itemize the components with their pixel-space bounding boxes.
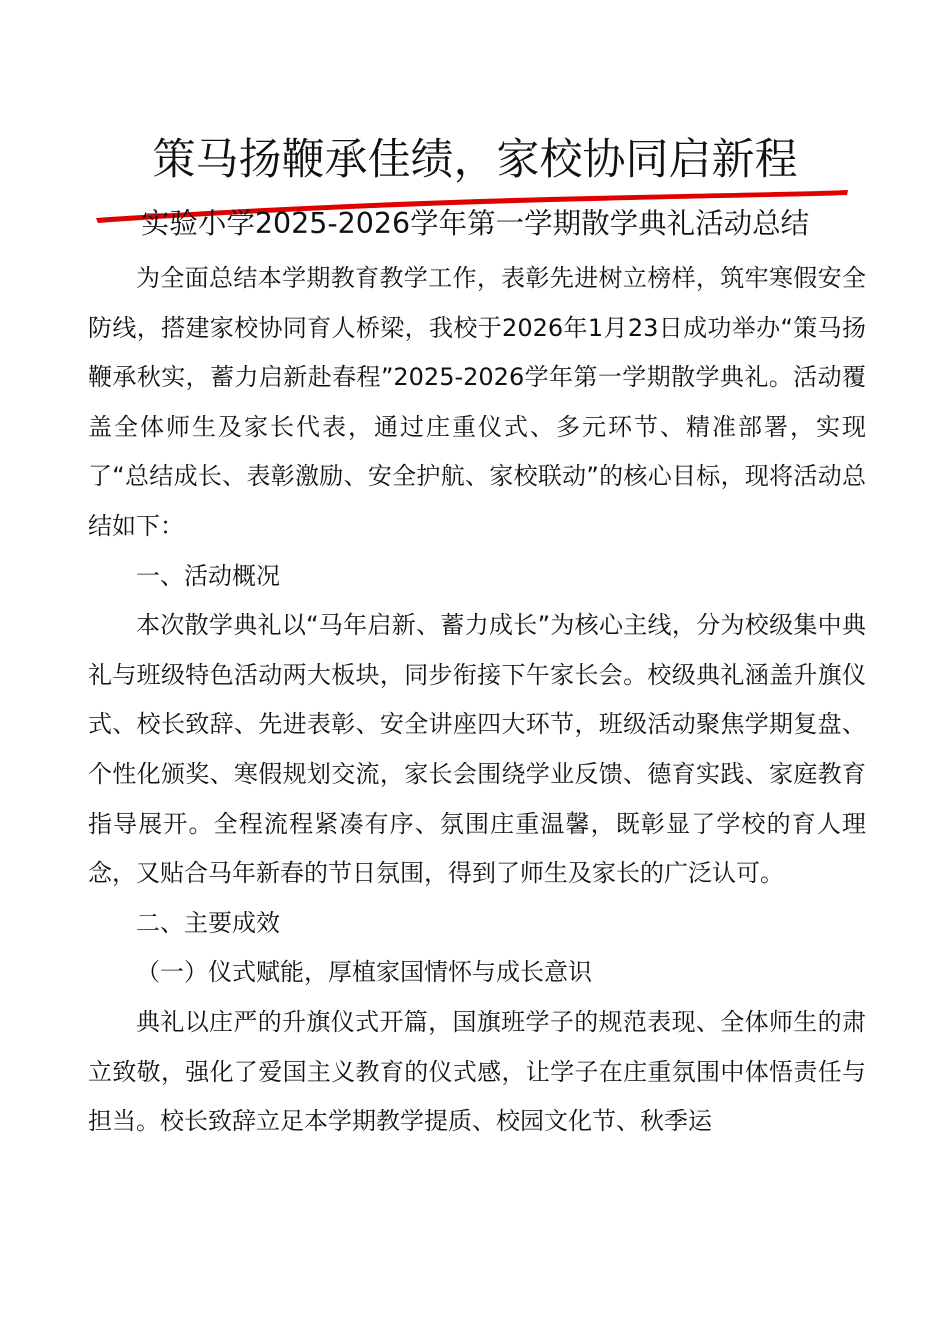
paragraph-intro: 为全面总结本学期教育教学工作，表彰先进树立榜样，筑牢寒假安全防线，搭建家校协同育人桥梁，我校于2026年1月23日成功举办“策马扬鞭承秋实，蓄力启新赴春程”2025-2026学年第一学期散学典礼。活动覆盖全体师生及家长代表，通过庄重仪式、多元环节、精准部署，实现了“总结成长、表彰激励、安全护航、家校联动”的核心目标，现将活动总结如下：: [88, 264, 866, 540]
heading-achievements: 二、主要成效: [136, 908, 280, 937]
document-title: 策马扬鞭承佳绩，家校协同启新程: [152, 135, 798, 185]
document-subtitle: 实验小学2025-2026学年第一学期散学典礼活动总结: [140, 207, 810, 240]
subheading-ceremony: （一）仪式赋能，厚植家国情怀与成长意识: [136, 958, 592, 987]
paragraph-overview: 本次散学典礼以“马年启新、蓄力成长”为核心主线，分为校级集中典礼与班级特色活动两大板块，同步衔接下午家长会。校级典礼涵盖升旗仪式、校长致辞、先进表彰、安全讲座四大环节，班级活动聚焦学期复盘、个性化颁奖、寒假规划交流，家长会围绕学业反馈、德育实践、家庭教育指导展开。全程流程紧凑有序、氛围庄重温馨，既彰显了学校的育人理念，又贴合马年新春的节日氛围，得到了师生及家长的广泛认可。: [88, 611, 866, 888]
paragraph-ceremony: 典礼以庄严的升旗仪式开篇，国旗班学子的规范表现、全体师生的肃立致敬，强化了爱国主义教育的仪式感，让学子在庄重氛围中体悟责任与担当。校长致辞立足本学期教学提质、校园文化节、秋季运: [88, 1007, 866, 1136]
heading-overview: 一、活动概况: [136, 561, 280, 590]
document-body: [88, 254, 866, 1147]
